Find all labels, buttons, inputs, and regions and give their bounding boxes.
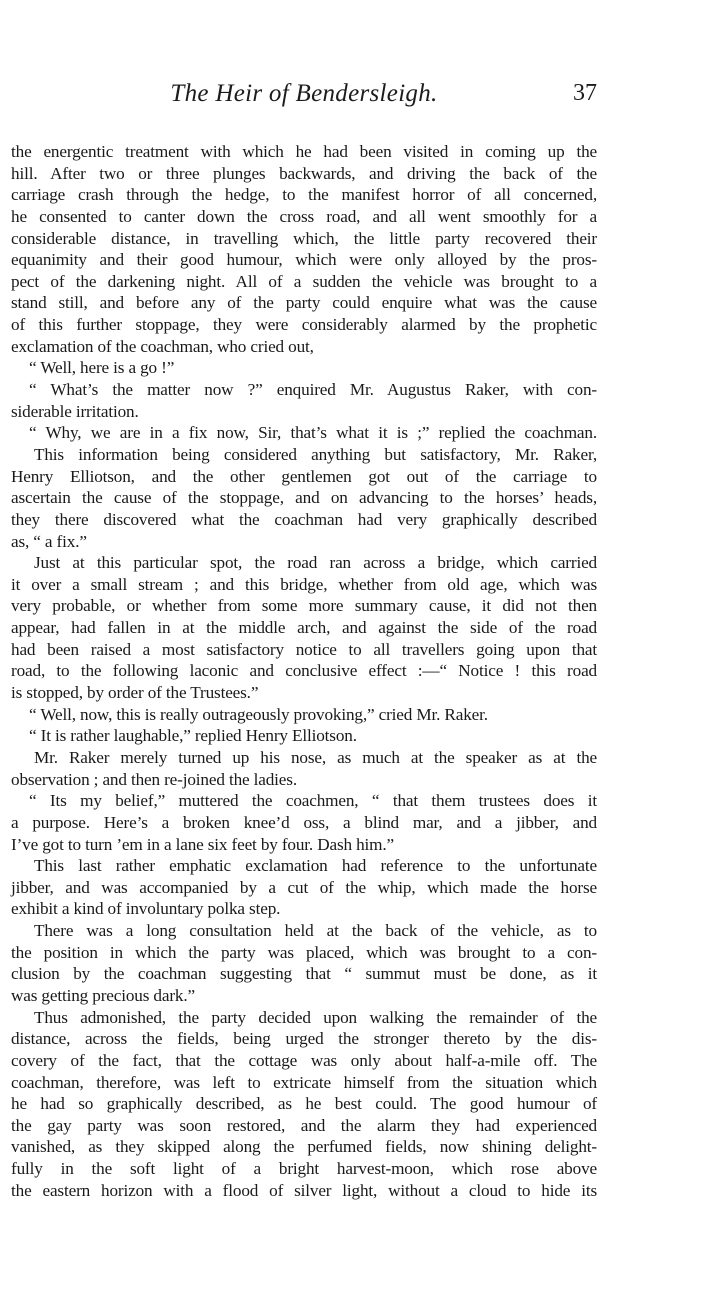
text-line <box>11 1115 597 1137</box>
text-line <box>11 531 597 553</box>
text-line-content: I’ve got to turn ’em in a lane six feet by four. Dash him.” <box>11 834 395 854</box>
text-line-content: fully in the soft light of a bright harvest-moon, which rose above <box>11 1159 597 1179</box>
text-line <box>11 379 597 401</box>
text-line <box>11 682 597 704</box>
page-number: 37 <box>573 80 597 106</box>
text-line <box>11 1093 597 1115</box>
text-line <box>11 228 597 250</box>
text-line-content: the eastern horizon with a flood of silver light, without a cloud to hide its <box>11 1180 597 1200</box>
text-line-content: “ Why, we are in a fix now, Sir, that’s what it is ;” replied the coachman. <box>29 423 597 443</box>
text-line-content: clusion by the coachman suggesting that “ summut must be done, as it <box>11 964 597 984</box>
text-line-content: ascertain the cause of the stoppage, and on advancing to the horses’ heads, <box>11 488 597 508</box>
text-line <box>11 769 597 791</box>
text-line <box>11 314 597 336</box>
text-line-content: “ Well, now, this is really outrageously provoking,” cried Mr. Raker. <box>29 704 488 724</box>
text-line-content: “ What’s the matter now ?” enquired Mr. Augustus Raker, with con- <box>29 380 597 400</box>
text-line <box>11 1136 597 1158</box>
text-line <box>11 1007 597 1029</box>
text-line <box>11 509 597 531</box>
text-line <box>11 747 597 769</box>
text-line-content: Thus admonished, the party decided upon walking the remainder of the <box>34 1007 597 1027</box>
text-line-content: a purpose. Here’s a broken knee’d oss, a blind mar, and a jibber, and <box>11 812 597 832</box>
text-line <box>11 617 597 639</box>
text-line-content: Henry Elliotson, and the other gentlemen got out of the carriage to <box>11 466 597 486</box>
text-line <box>11 985 597 1007</box>
text-line <box>11 963 597 985</box>
text-line-content: exhibit a kind of involuntary polka step. <box>11 899 281 919</box>
text-line-content: appear, had fallen in at the middle arch, and against the side of the road <box>11 618 597 638</box>
text-line-content: considerable distance, in travelling which, the little party recovered their <box>11 228 597 248</box>
text-line <box>11 1072 597 1094</box>
text-line-content: vanished, as they skipped along the perfumed fields, now shining delight- <box>11 1137 597 1157</box>
text-line-content: “ It is rather laughable,” replied Henry Elliotson. <box>29 726 357 746</box>
text-line-content: he consented to canter down the cross road, and all went smoothly for a <box>11 206 597 226</box>
body-text <box>11 141 597 1201</box>
text-line <box>11 595 597 617</box>
text-line <box>11 206 597 228</box>
text-line-content: it over a small stream ; and this bridge, whether from old age, which was <box>11 574 597 594</box>
text-line <box>11 487 597 509</box>
text-line-content: “ Well, here is a go !” <box>29 358 175 378</box>
text-line-content: the position in which the party was placed, which was brought to a con- <box>11 942 597 962</box>
text-line <box>11 249 597 271</box>
text-line-content: he had so graphically described, as he best could. The good humour of <box>11 1094 597 1114</box>
text-line <box>11 790 597 812</box>
text-line <box>11 877 597 899</box>
text-line-content: jibber, and was accompanied by a cut of the whip, which made the horse <box>11 877 597 897</box>
text-line-content: This information being considered anything but satisfactory, Mr. Raker, <box>34 444 597 464</box>
text-line-content: was getting precious dark.” <box>11 985 195 1005</box>
text-line <box>11 1180 597 1202</box>
text-line <box>11 401 597 423</box>
text-line <box>11 855 597 877</box>
text-line-content: exclamation of the coachman, who cried out, <box>11 336 314 356</box>
text-line <box>11 1028 597 1050</box>
running-head <box>11 80 597 112</box>
text-line <box>11 920 597 942</box>
running-title: The Heir of Bendersleigh. <box>170 80 438 107</box>
text-line-content: observation ; and then re-joined the ladies. <box>11 769 297 789</box>
text-line-content: the energentic treatment with which he had been visited in coming up the <box>11 142 597 161</box>
text-line-content: hill. After two or three plunges backwards, and driving the back of the <box>11 163 597 183</box>
text-line-content: carriage crash through the hedge, to the manifest horror of all concerned, <box>11 185 597 205</box>
text-line <box>11 466 597 488</box>
text-line <box>11 639 597 661</box>
text-line <box>11 574 597 596</box>
text-line <box>11 812 597 834</box>
text-line <box>11 1050 597 1072</box>
text-line <box>11 422 597 444</box>
text-line-content: had been raised a most satisfactory notice to all travellers going upon that <box>11 639 597 659</box>
text-line-content: covery of the fact, that the cottage was only about half-a-mile off. The <box>11 1050 597 1070</box>
text-line-content: the gay party was soon restored, and the alarm they had experienced <box>11 1115 597 1135</box>
text-line <box>11 725 597 747</box>
text-line-content: stand still, and before any of the party could enquire what was the cause <box>11 293 597 313</box>
text-line <box>11 942 597 964</box>
text-line-content: of this further stoppage, they were considerably alarmed by the prophetic <box>11 315 597 335</box>
text-line-content: Mr. Raker merely turned up his nose, as much at the speaker as at the <box>34 747 597 767</box>
text-line-content: coachman, therefore, was left to extricate himself from the situation which <box>11 1072 597 1092</box>
text-line <box>11 184 597 206</box>
text-line <box>11 141 597 163</box>
text-line-content: “ Its my belief,” muttered the coachmen, “ that them trustees does it <box>29 791 597 811</box>
text-line <box>11 704 597 726</box>
text-line-content: road, to the following laconic and conclusive effect :—“ Notice ! this road <box>11 661 597 681</box>
text-line <box>11 444 597 466</box>
text-line <box>11 336 597 358</box>
text-line <box>11 271 597 293</box>
text-line <box>11 898 597 920</box>
text-line-content: distance, across the fields, being urged the stronger thereto by the dis- <box>11 1029 597 1049</box>
text-line-content: siderable irritation. <box>11 401 139 421</box>
text-line-content: This last rather emphatic exclamation had reference to the unfortunate <box>34 856 597 876</box>
text-line-content: There was a long consultation held at the back of the vehicle, as to <box>34 921 597 941</box>
text-line-content: Just at this particular spot, the road ran across a bridge, which carried <box>34 553 597 573</box>
text-line-content: is stopped, by order of the Trustees.” <box>11 683 259 703</box>
text-line-content: as, “ a fix.” <box>11 531 87 551</box>
text-line <box>11 357 597 379</box>
text-line <box>11 292 597 314</box>
text-line-content: they there discovered what the coachman had very graphically described <box>11 509 597 529</box>
text-line <box>11 552 597 574</box>
text-line <box>11 163 597 185</box>
text-line-content: pect of the darkening night. All of a sudden the vehicle was brought to a <box>11 271 597 291</box>
text-line-content: very probable, or whether from some more summary cause, it did not then <box>11 596 597 616</box>
text-line <box>11 660 597 682</box>
text-line-content: equanimity and their good humour, which were only alloyed by the pros- <box>11 250 597 270</box>
text-line <box>11 834 597 856</box>
text-line <box>11 1158 597 1180</box>
